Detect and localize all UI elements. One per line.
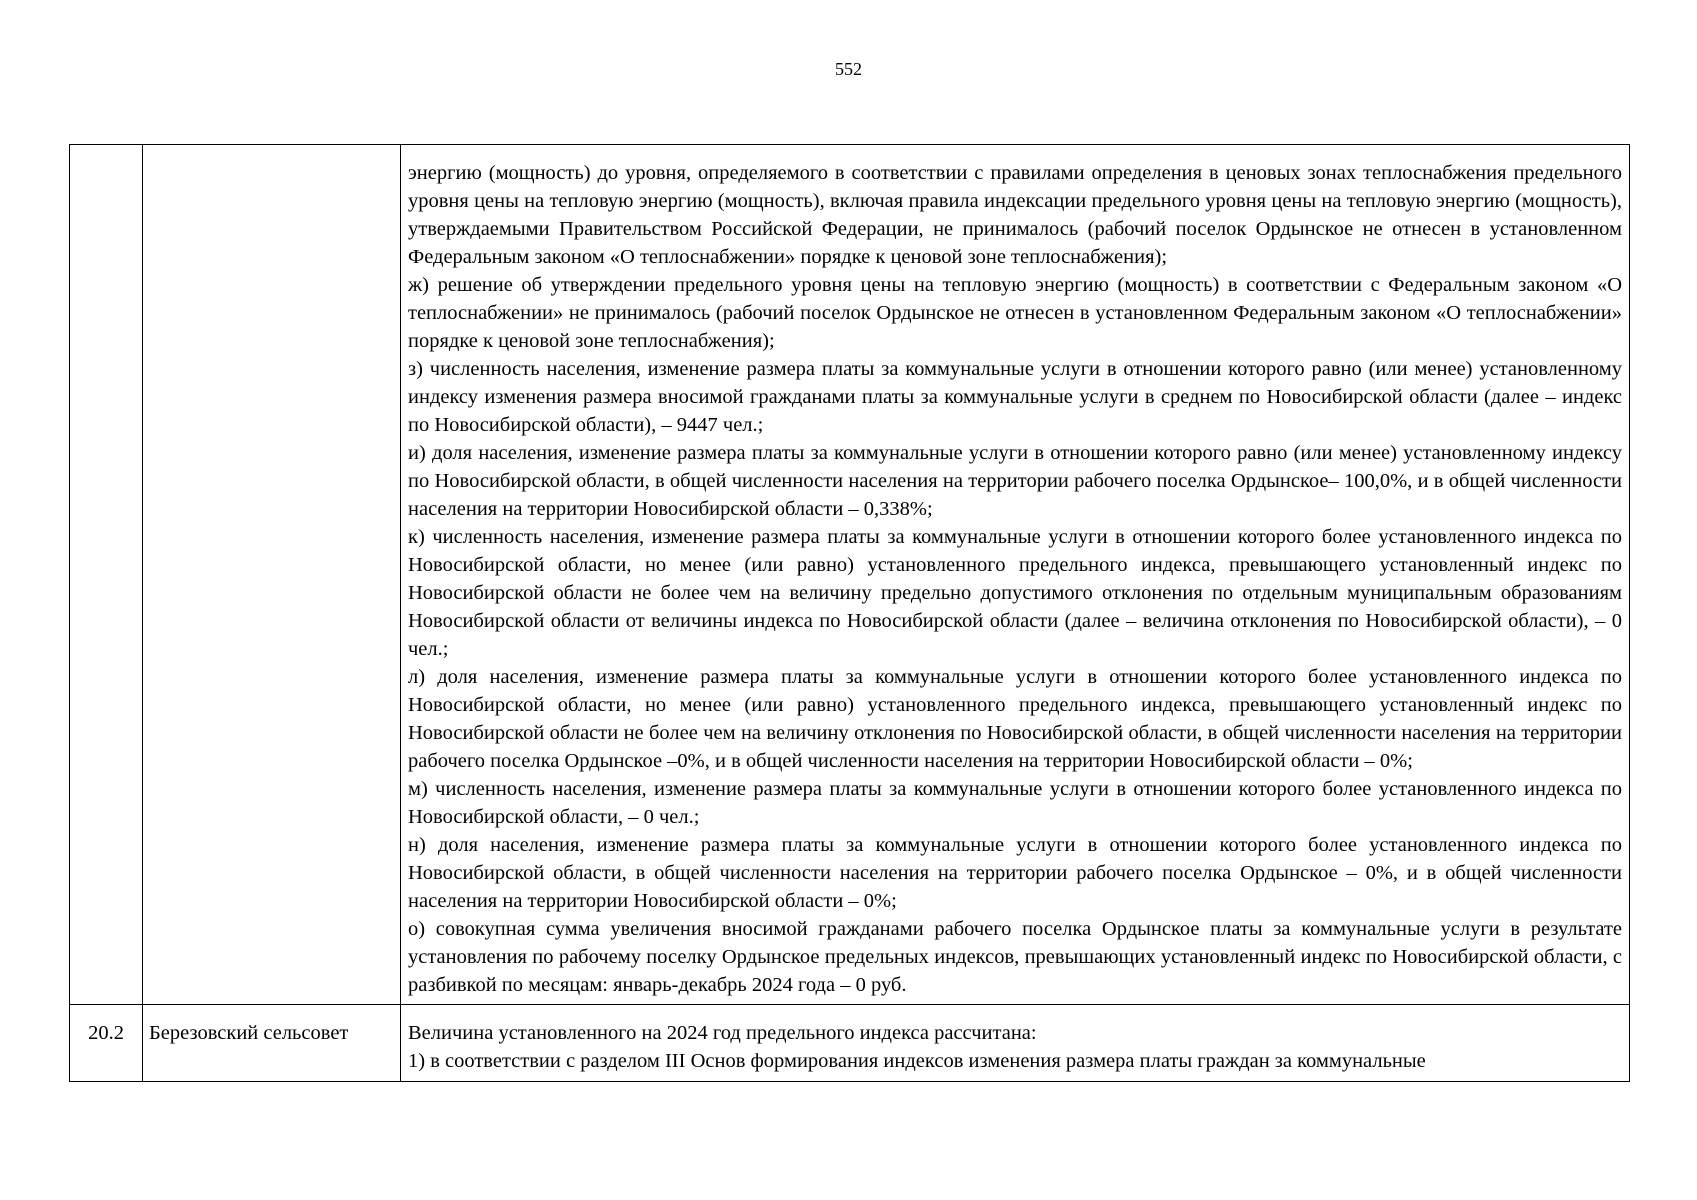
row-number-cell [70,1005,143,1082]
row-number-cell [70,145,143,1005]
paragraph-i: и) доля населения, изменение размера платы за коммунальные услуги в отношении которого равно (или менее) установленному индексу по Новосибирской области, в общей численности населения на территории рабочего поселка Ордынское– 100,0%, и в общей численности населения на территории Новосибирской области – 0,338%; [408,442,1622,520]
municipality-cell [143,145,401,1005]
paragraph-l: л) доля населения, изменение размера платы за коммунальные услуги в отношении которого более установленного индекса по Новосибирской области, но менее (или равно) установленного предельного индекса, превышающего установленный индекс по Новосибирской области не более чем на величину отклонения по Новосибирской области, в общей численности населения на территории рабочего поселка Ордынское –0%, и в общей численности населения на территории Новосибирской области – 0%; [408,666,1622,772]
municipality-cell [143,1005,401,1082]
index-table [69,144,1630,1082]
table-row [70,145,1630,1005]
description-cell [401,145,1630,1005]
paragraph-z: з) численность населения, изменение размера платы за коммунальные услуги в отношении которого равно (или менее) установленному индексу изменения размера вносимой гражданами платы за коммунальные услуги в среднем по Новосибирской области (далее – индекс по Новосибирской области), – 9447 чел.; [408,358,1622,436]
paragraph-intro: Величина установленного на 2024 год предельного индекса рассчитана: [408,1022,1037,1044]
paragraph-o: о) совокупная сумма увеличения вносимой гражданами рабочего поселка Ордынское платы за коммунальные услуги в результате установления по рабочему поселку Ордынское предельных индексов, превышающих установленный индекс по Новосибирской области, с разбивкой по месяцам: январь-декабрь 2024 года – 0 руб. [408,918,1622,996]
municipality-name: Березовский сельсовет [149,1022,349,1044]
paragraph-m: м) численность населения, изменение размера платы за коммунальные услуги в отношении которого более установленного индекса по Новосибирской области, – 0 чел.; [408,778,1622,828]
table-row [70,1005,1630,1082]
paragraph-1: 1) в соответствии с разделом III Основ формирования индексов изменения размера платы граждан за коммунальные [408,1050,1426,1072]
municipality-name [143,145,400,164]
description-cell [401,1005,1630,1082]
paragraph-n: н) доля населения, изменение размера платы за коммунальные услуги в отношении которого более установленного индекса по Новосибирской области, в общей численности населения на территории рабочего поселка Ордынское – 0%, и в общей численности населения на территории Новосибирской области – 0%; [408,834,1622,912]
row-number [70,145,142,164]
paragraph-continuation: энергию (мощность) до уровня, определяемого в соответствии с правилами определения в ценовых зонах теплоснабжения предельного уровня цены на тепловую энергию (мощность), включая правила индексации предельного уровня цены на тепловую энергию (мощность), утверждаемыми Правительством Российской Федерации, не принималось (рабочий поселок Ордынское не отнесен в установленном Федеральным законом «О теплоснабжении» порядке к ценовой зоне теплоснабжения); [408,162,1622,268]
paragraph-zh: ж) решение об утверждении предельного уровня цены на тепловую энергию (мощность) в соответствии с Федеральным законом «О теплоснабжении» не принималось (рабочий поселок Ордынское не отнесен в установленном Федеральным законом «О теплоснабжении» порядке к ценовой зоне теплоснабжения); [408,274,1622,352]
page-number: 552 [835,59,862,79]
paragraph-k: к) численность населения, изменение размера платы за коммунальные услуги в отношении которого более установленного индекса по Новосибирской области, но менее (или равно) установленного предельного индекса, превышающего установленный индекс по Новосибирской области не более чем на величину предельно допустимого отклонения по отдельным муниципальным образованиям Новосибирской области от величины индекса по Новосибирской области (далее – величина отклонения по Новосибирской области), – 0 чел.; [408,526,1622,660]
row-number: 20.2 [88,1022,124,1044]
